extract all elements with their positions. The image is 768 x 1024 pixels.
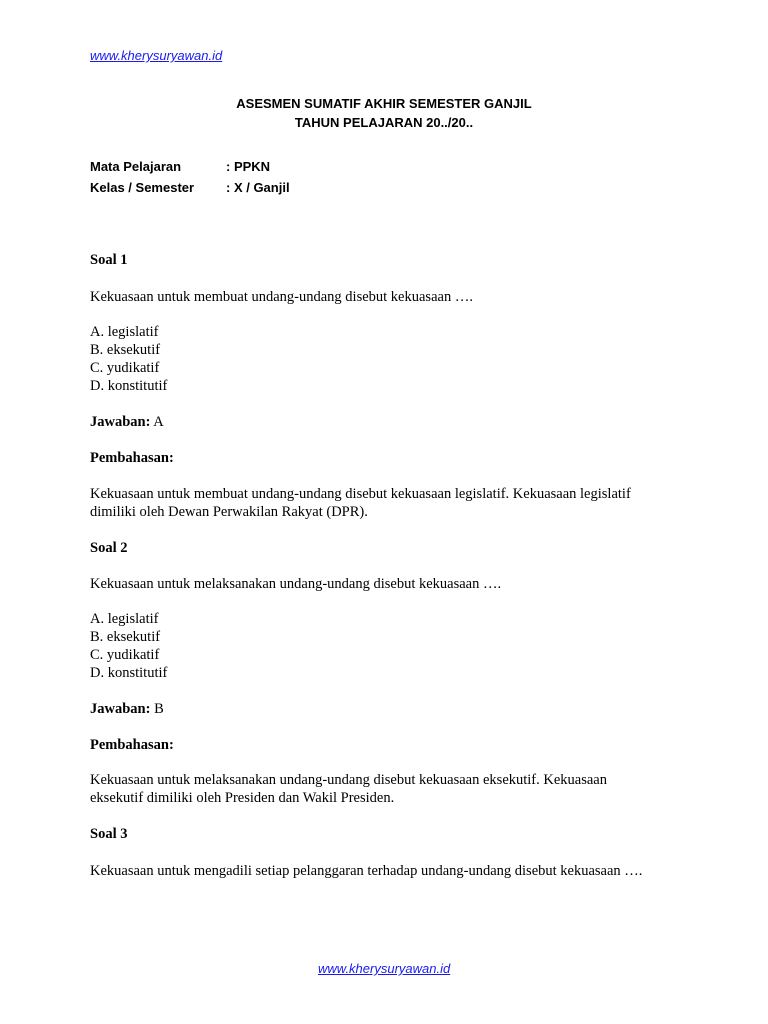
question-1-options <box>90 323 690 395</box>
option-b: B. eksekutif <box>90 629 161 645</box>
question-1-heading: Soal 1 <box>90 252 128 268</box>
question-1-answer <box>90 413 690 431</box>
class-value: : X / Ganjil <box>226 180 290 195</box>
question-2-text: Kekuasaan untuk melaksanakan undang-undang disebut kekuasaan …. <box>90 576 502 592</box>
question-1-text: Kekuasaan untuk membuat undang-undang disebut kekuasaan …. <box>90 289 473 305</box>
class-row <box>90 180 290 195</box>
question-2-answer <box>90 700 690 718</box>
question-1-explanation <box>90 485 690 521</box>
explanation-line: dimiliki oleh Dewan Perwakilan Rakyat (DPR). <box>90 504 368 520</box>
option-d: D. konstitutif <box>90 378 168 394</box>
question-3-text: Kekuasaan untuk mengadili setiap pelanggaran terhadap undang-undang disebut kekuasaan …. <box>90 863 643 879</box>
question-2-heading: Soal 2 <box>90 540 128 556</box>
answer-value: B <box>150 701 164 717</box>
option-c: C. yudikatif <box>90 647 160 663</box>
subject-value: : PPKN <box>226 159 271 174</box>
question-3-heading: Soal 3 <box>90 826 128 842</box>
subject-label: Mata Pelajaran <box>90 159 182 174</box>
option-c: C. yudikatif <box>90 360 160 376</box>
question-2-options <box>90 610 690 682</box>
explanation-line: Kekuasaan untuk membuat undang-undang disebut kekuasaan legislatif. Kekuasaan legislatif <box>90 486 631 502</box>
header-link[interactable]: www.kherysuryawan.id <box>90 48 223 63</box>
question-1-explanation-label: Pembahasan: <box>90 450 174 466</box>
class-label: Kelas / Semester <box>90 180 195 195</box>
explanation-line: eksekutif dimiliki oleh Presiden dan Wakil Presiden. <box>90 790 395 806</box>
explanation-line: Kekuasaan untuk melaksanakan undang-undang disebut kekuasaan eksekutif. Kekuasaan <box>90 772 607 788</box>
answer-label: Jawaban: <box>90 701 151 717</box>
footer-link[interactable]: www.kherysuryawan.id <box>318 961 451 976</box>
option-d: D. konstitutif <box>90 665 168 681</box>
answer-label: Jawaban: <box>90 414 151 430</box>
question-2-explanation <box>90 771 690 807</box>
document-title-line2: TAHUN PELAJARAN 20../20.. <box>294 115 474 130</box>
question-2-explanation-label: Pembahasan: <box>90 737 174 753</box>
option-b: B. eksekutif <box>90 342 161 358</box>
option-a: A. legislatif <box>90 324 159 340</box>
answer-value: A <box>150 414 164 430</box>
document-title-line1: ASESMEN SUMATIF AKHIR SEMESTER GANJIL <box>236 96 532 111</box>
subject-row <box>90 159 270 174</box>
option-a: A. legislatif <box>90 611 159 627</box>
